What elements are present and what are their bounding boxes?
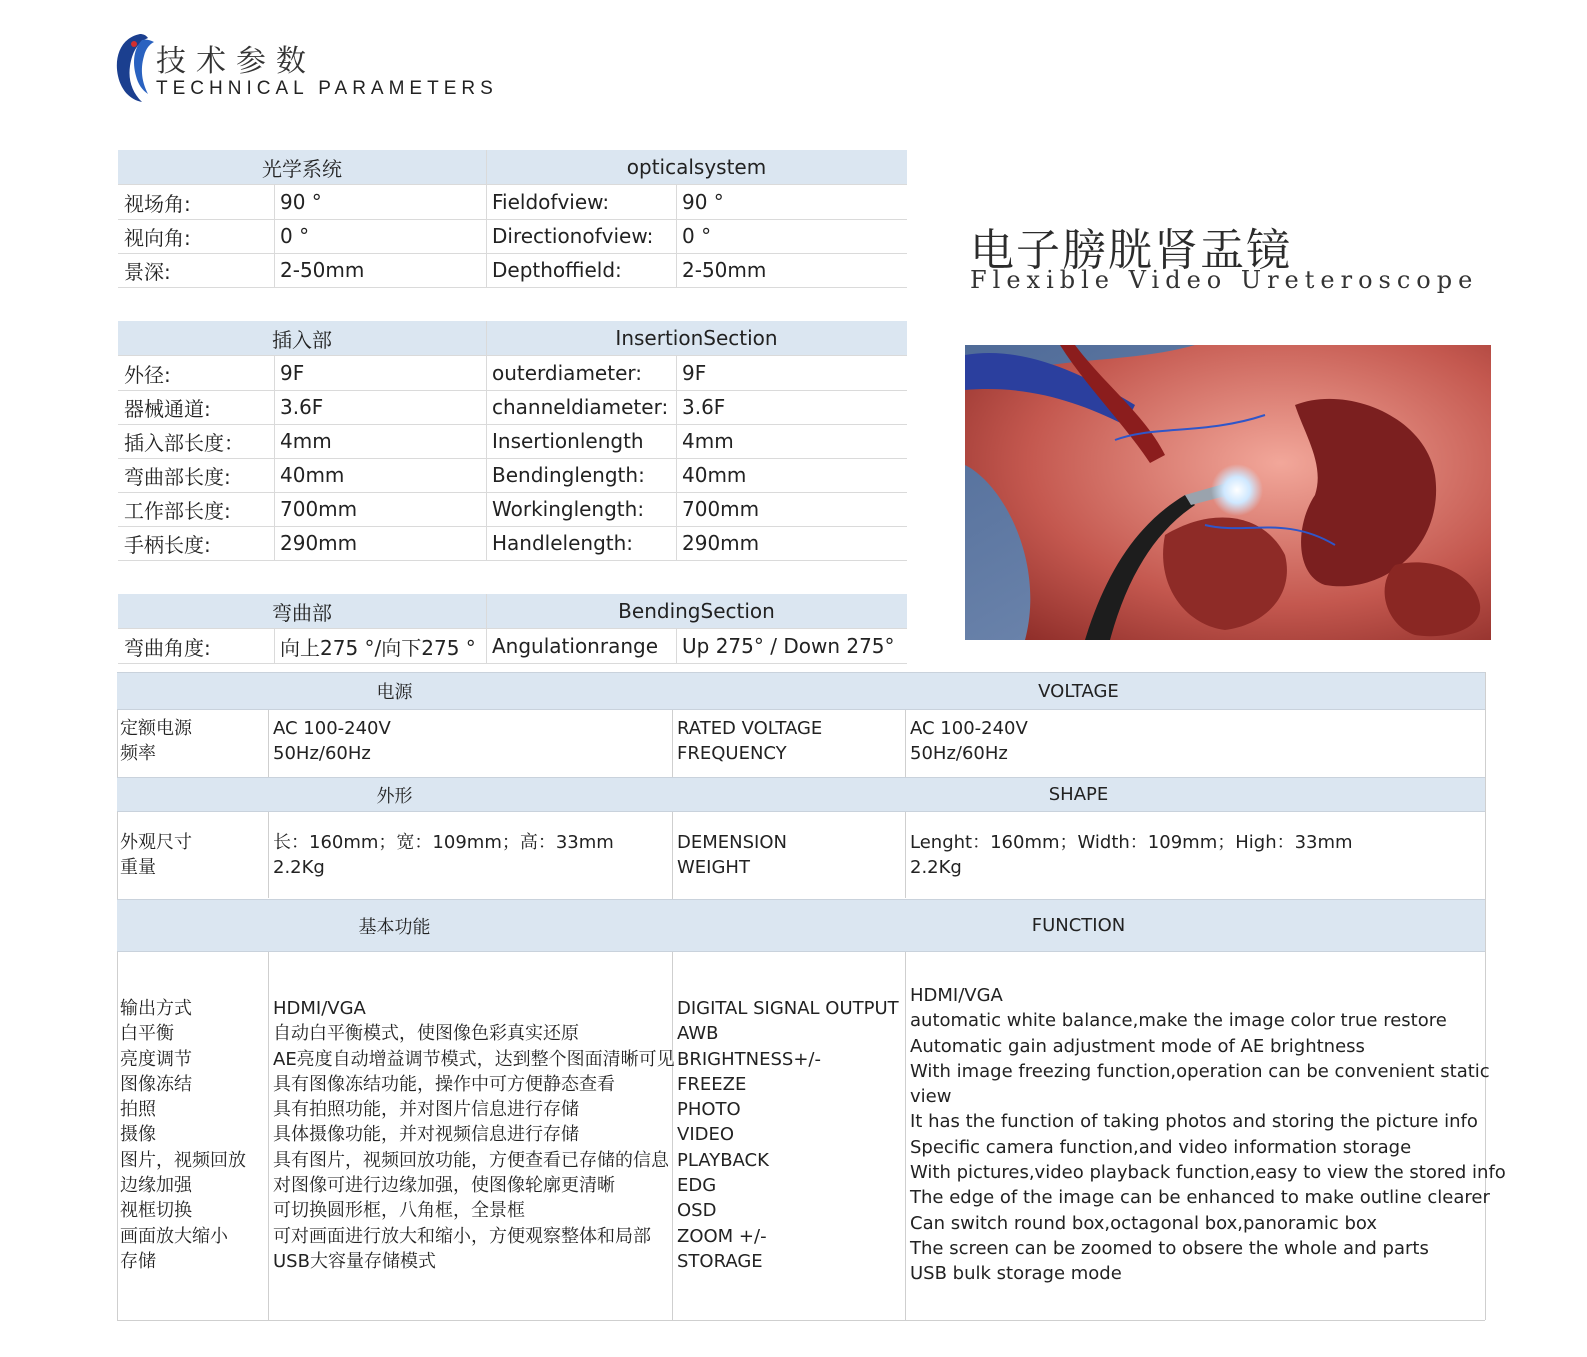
spec-value-cn: 40mm (280, 463, 345, 487)
shape-head-en: SHAPE (1048, 784, 1109, 805)
shape-values-cn: 长：160mm；宽：109mm；高：33mm 2.2Kg (273, 832, 614, 879)
insertion-head-en: InsertionSection (615, 326, 778, 350)
spec-label-en: Workinglength: (492, 497, 645, 521)
bending-header-row (118, 594, 907, 629)
spec-label-cn: 插入部长度： (124, 430, 244, 455)
power-head-en: VOLTAGE (1038, 680, 1119, 702)
shape-labels-en: DEMENSION WEIGHT (677, 832, 787, 879)
function-labels-en: DIGITAL SIGNAL OUTPUT AWB BRIGHTNESS+/- FREEZE PHOTO VIDEO PLAYBACK EDG OSD ZOOM +/- STORAGE (677, 998, 899, 1272)
spacer-row (118, 287, 907, 322)
function-values-en: HDMI/VGA automatic white balance,make the image color true restore Automatic gain adjustment mode of AE brightness With image freezing function,operation can be convenient static view It has the function of taking photos and storing the picture info Specific camera function,and video information storage With pictures,video playback function,easy to view the stored info The edge of the image can be enhanced to make outline clearer Can switch round box,octagonal box,panoramic box The screen can be zoomed to obsere the whole and parts USB bulk storage mode (910, 985, 1506, 1285)
spec-label-cn: 器械通道: (124, 396, 211, 421)
power-labels-en: RATED VOLTAGE FREQUENCY (677, 718, 823, 765)
spec-value-en: 90 ° (682, 190, 724, 214)
table-row (118, 492, 907, 527)
spec-value-en: 290mm (682, 531, 760, 555)
product-name-en: Flexible Video Ureteroscope (970, 266, 1479, 294)
table-row (118, 253, 907, 288)
table-row (118, 526, 907, 561)
product-name-cn: 电子膀胱肾盂镜 (970, 225, 1292, 276)
shape-values-en: Lenght：160mm；Width：109mm；High：33mm 2.2Kg (910, 832, 1353, 879)
function-values-cn: HDMI/VGA 自动白平衡模式，使图像色彩真实还原 AE亮度自动增益调节模式，达到整个图面清晰可见 具有图像冻结功能，操作中可方便静态查看 具有拍照功能，并对图片信息进行存储 具体摄像功能，并对视频信息进行存储 具有图片，视频回放功能，方便查看已存储的信息 对图像可进行边缘加强，使图像轮廓更清晰 可切换圆形框，八角框，全景框 可对画面进行放大和缩小，方便观察整体和局部 USB大容量存储模式 (273, 998, 675, 1272)
spec-label-en: Handlelength: (492, 531, 634, 555)
spec-value-cn: 290mm (280, 531, 358, 555)
spec-label-cn: 外径: (124, 362, 171, 387)
shape-head-cn: 外形 (376, 785, 413, 807)
power-values-en: AC 100-240V 50Hz/60Hz (910, 718, 1028, 765)
power-header-row (117, 672, 1485, 710)
shape-header-row (117, 777, 1485, 812)
ureteroscope-illustration (965, 345, 1491, 640)
spacer-row (118, 560, 907, 595)
spec-label-en: channeldiameter: (492, 395, 669, 419)
spec-label-cn: 工作部长度: (124, 498, 231, 523)
spec-value-en: 9F (682, 361, 707, 385)
table-row (118, 219, 907, 254)
spec-value-cn: 0 ° (280, 224, 310, 248)
optical-head-en: opticalsystem (626, 155, 767, 179)
section-title-cn: 技术参数 (156, 44, 316, 79)
spec-label-cn: 视场角: (124, 191, 191, 216)
table-row (118, 390, 907, 425)
spec-label-cn: 手柄长度: (124, 532, 211, 557)
spec-label-cn: 景深: (124, 259, 171, 284)
spec-label-en: outerdiameter: (492, 361, 642, 385)
spec-value-cn: 9F (280, 361, 305, 385)
spec-value-en: 40mm (682, 463, 747, 487)
spec-label-en: Bendinglength: (492, 463, 645, 487)
table-row (118, 356, 907, 391)
table-row (118, 185, 907, 220)
spec-value-cn: 4mm (280, 429, 332, 453)
bending-head-en: BendingSection (618, 599, 775, 623)
bending-head-cn: 弯曲部 (272, 600, 332, 625)
spec-value-en: Up 275° / Down 275° (682, 634, 895, 658)
spec-value-en: 4mm (682, 429, 734, 453)
spec-label-cn: 视向角: (124, 225, 191, 250)
spec-label-en: Depthoffield: (492, 258, 622, 282)
spec-label-en: Angulationrange (492, 634, 659, 658)
shape-labels-cn: 外观尺寸 重量 (120, 832, 192, 879)
spec-value-en: 700mm (682, 497, 760, 521)
function-head-cn: 基本功能 (358, 916, 431, 938)
function-head-en: FUNCTION (1031, 915, 1126, 936)
company-logo (112, 32, 162, 104)
spec-value-en: 3.6F (682, 395, 726, 419)
spec-value-cn: 向上275 °/向下275 ° (280, 635, 476, 660)
insertion-head-cn: 插入部 (272, 327, 332, 352)
table-row (118, 629, 907, 664)
spec-value-cn: 2-50mm (280, 258, 365, 282)
spec-label-cn: 弯曲角度: (124, 635, 211, 660)
insertion-header-row (118, 321, 907, 356)
spec-label-cn: 弯曲部长度: (124, 464, 231, 489)
spec-value-en: 2-50mm (682, 258, 767, 282)
optical-header-row (118, 150, 907, 185)
section-title-en: TECHNICAL PARAMETERS (156, 78, 498, 99)
table-row (118, 458, 907, 493)
power-head-cn: 电源 (376, 682, 413, 703)
spec-value-cn: 3.6F (280, 395, 324, 419)
spec-label-en: Directionofview: (492, 224, 654, 248)
spec-value-cn: 90 ° (280, 190, 322, 214)
spec-label-en: Insertionlength (492, 429, 644, 453)
spec-label-en: Fieldofview: (492, 190, 610, 214)
table-row (118, 424, 907, 459)
optical-head-cn: 光学系统 (262, 156, 342, 181)
power-values-cn: AC 100-240V 50Hz/60Hz (273, 718, 391, 765)
spec-value-cn: 700mm (280, 497, 358, 521)
function-header-row (117, 899, 1485, 952)
power-labels-cn: 定额电源 频率 (120, 718, 192, 765)
spec-value-en: 0 ° (682, 224, 712, 248)
function-labels-cn: 输出方式 白平衡 亮度调节 图像冻结 拍照 摄像 图片，视频回放 边缘加强 视框切换 画面放大缩小 存储 (120, 998, 246, 1272)
